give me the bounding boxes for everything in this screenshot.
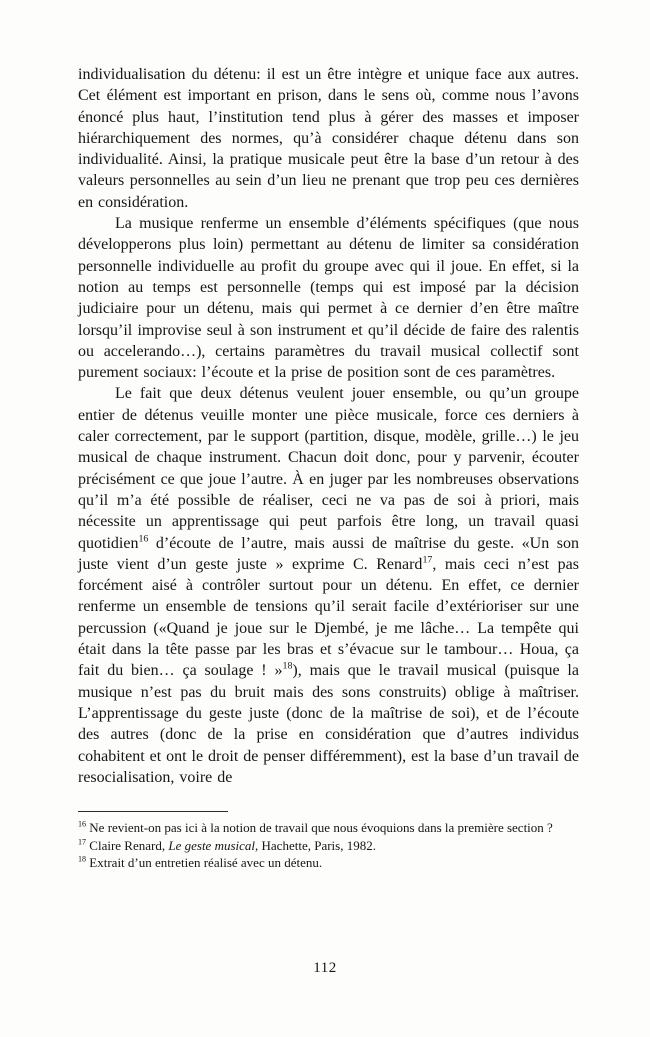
footnote-marker: 18 — [78, 854, 87, 864]
text-run: , mais ceci n’est pas forcément aisé à contrôler surtout pour un détenu. En effet, ce dernier renferme un ensemble de tensions qu’il serait facile d’extérioriser sur une percussion («Quand je joue sur le Djembé, je me lâche… La tempête qui était dans la tête passe par les bras et s’évacue sur le tambour… Houa, ça fait du bien… ça soulage ! » — [78, 555, 579, 680]
text-run: Le geste musical, — [168, 837, 259, 853]
footnotes-section — [78, 811, 579, 872]
text-run: individualisation du détenu: il est un être intègre et unique face aux autres. Cet élément est important en prison, dans le sens où, comme nous l’avons énoncé plus haut, l’institution tend plus à gérer des masses et imposer hiérarchiquement des normes, qu’à considérer chaque détenu dans son individualité. Ainsi, la pratique musicale peut être la base d’un retour à des valeurs personnelles au sein d’un lieu ne prenant que trop peu ces dernières en considération. — [78, 66, 579, 211]
text-run: d’écoute de l’autre, mais aussi de maîtrise du geste. «Un son juste vient d’un geste juste » exprime C. Renard — [78, 534, 579, 573]
footnote-16 — [78, 819, 579, 837]
footnote-marker: 17 — [78, 837, 87, 847]
text-run: La musique renferme un ensemble d’éléments spécifiques (que nous développerons plus loin) permettant au détenu de limiter sa considération personnelle individuelle au profit du groupe avec qui il joue. En effet, si la notion au temps est personnelle (temps qui est imposé par la décision judiciaire pour un détenu, mais qui permet à ce dernier d’en être maître lorsqu’il improvise seul à son instrument et qu’il décide de faire des ralentis ou accelerando…), certains paramètres du travail musical collectif sont purement sociaux: l’écoute et la prise de position sont de ces paramètres. — [78, 215, 579, 382]
paragraph-1 — [78, 64, 579, 213]
footnote-marker: 17 — [422, 554, 433, 566]
paragraph-2 — [78, 213, 579, 383]
footnote-marker: 16 — [78, 819, 87, 829]
text-run: ), mais que le travail musical (puisque la musique n’est pas du bruit mais des sons construits) oblige à maîtriser. L’apprentissage du geste juste (donc de la maîtrise de soi), et de l’écoute des autres (donc de la prise en considération que d’autres individus cohabitent et ont le droit de penser différemment), est la base d’un travail de resocialisation, voire de — [78, 662, 579, 786]
body-text — [78, 64, 579, 788]
text-run: Ne revient-on pas ici à la notion de travail que nous évoquions dans la première section ? — [86, 820, 553, 836]
page-number: 112 — [313, 960, 337, 976]
footnote-18 — [78, 854, 579, 872]
text-run: Le fait que deux détenus veulent jouer ensemble, ou qu’un groupe entier de détenus veuille monter une pièce musicale, force ces derniers à caler correctement, par le support (partition, disque, modèle, grille…) le jeu musical de chaque instrument. Chacun doit donc, pour y parvenir, écouter précisément ce que joue l’autre. À en juger par les nombreuses observations qu’il m’a été possible de réaliser, ceci ne va pas de soi à priori, mais nécessite un apprentissage qui peut parfois être long, un travail quasi quotidien — [78, 385, 579, 552]
footnote-marker: 18 — [282, 660, 293, 672]
text-run: Hachette, Paris, 1982. — [258, 837, 376, 853]
text-run: Extrait d’un entretien réalisé avec un détenu. — [86, 855, 323, 871]
paragraph-3 — [78, 383, 579, 788]
footnote-17 — [78, 837, 579, 855]
text-run: Claire Renard, — [86, 837, 169, 853]
footnote-separator — [78, 811, 228, 812]
footnote-marker: 16 — [138, 533, 149, 545]
